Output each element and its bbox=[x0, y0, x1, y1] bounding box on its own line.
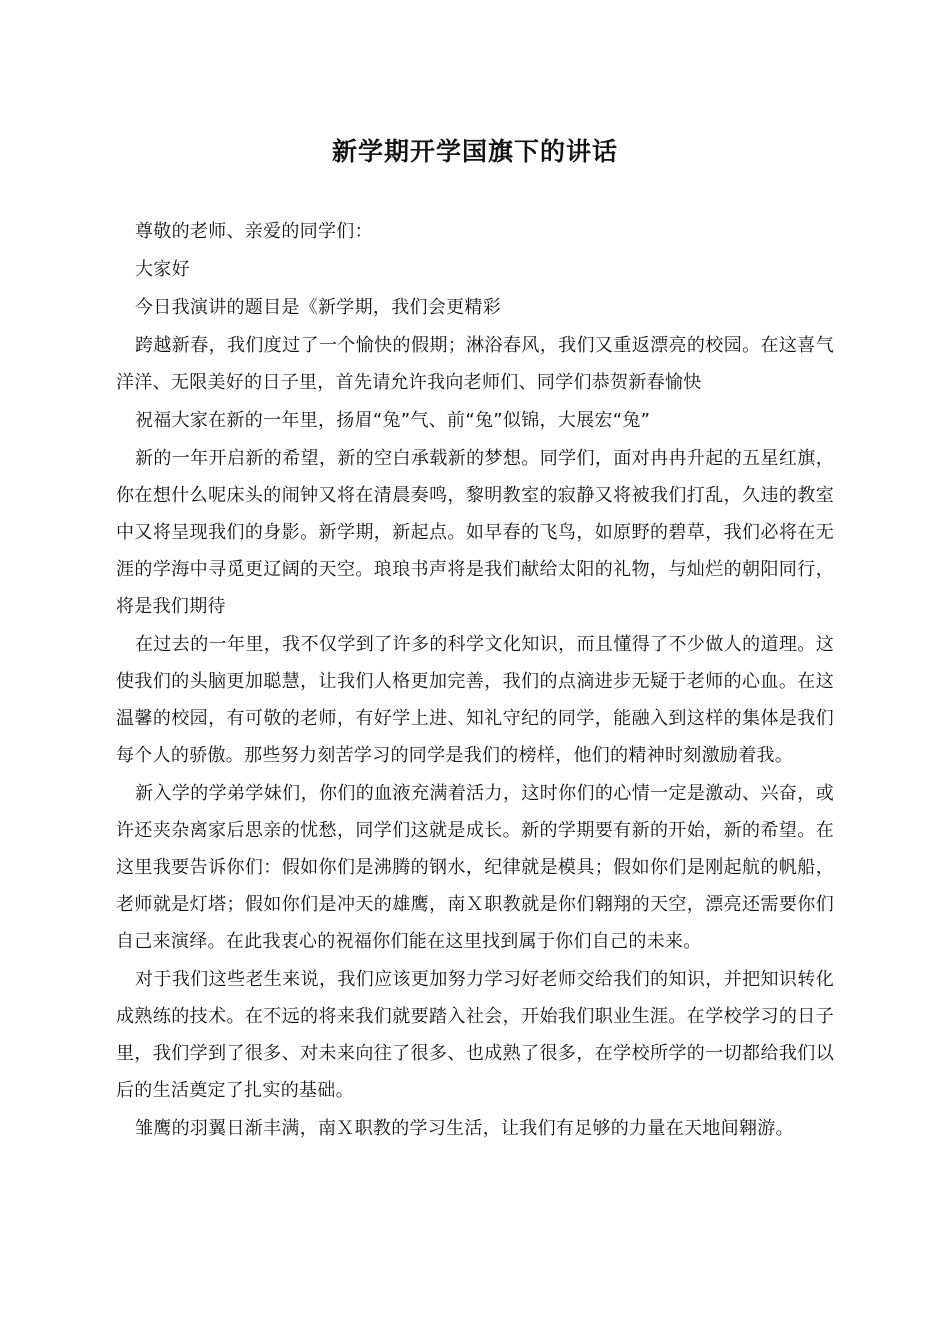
paragraph-new-spring: 跨越新春，我们度过了一个愉快的假期；淋浴春风，我们又重返漂亮的校园。在这喜气洋洋、无限美好的日子里，首先请允许我向老师们、同学们恭贺新春愉快 bbox=[116, 335, 834, 393]
paragraph-topic: 今日我演讲的题目是《新学期，我们会更精彩 bbox=[135, 297, 501, 318]
document-body bbox=[116, 213, 834, 1147]
paragraph-blessing: 祝福大家在新的一年里，扬眉“兔”气、前“兔”似锦，大展宏“兔” bbox=[135, 410, 651, 431]
paragraph-greeting: 大家好 bbox=[135, 259, 190, 280]
paragraph-eagle: 雏鹰的羽翼日渐丰满，南Ｘ职教的学习生活，让我们有足够的力量在天地间翱游。 bbox=[135, 1118, 794, 1139]
paragraph-new-students: 新入学的学弟学妹们，你们的血液充满着活力，这时你们的心情一定是激动、兴奋，或许还夹杂离家后思亲的忧愁，同学们这就是成长。新的学期要有新的开始，新的希望。在这里我要告诉你们：假如你们是沸腾的钢水，纪律就是模具；假如你们是刚起航的帆船，老师就是灯塔；假如你们是冲天的雄鹰，南Ｘ职教就是你们翱翔的天空，漂亮还需要你们自己来演绎。在此我衷心的祝福你们能在这里找到属于你们自己的未来。 bbox=[116, 783, 834, 952]
paragraph-new-hope: 新的一年开启新的希望，新的空白承载新的梦想。同学们，面对冉冉升起的五星红旗，你在想什么呢床头的闹钟又将在清晨奏鸣，黎明教室的寂静又将被我们打乱，久违的教室中又将呈现我们的身影。新学期，新起点。如早春的飞鸟，如原野的碧草，我们必将在无涯的学海中寻觅更辽阔的天空。琅琅书声将是我们献给太阳的礼物，与灿烂的朝阳同行，将是我们期待 bbox=[116, 448, 834, 617]
document-title: 新学期开学国旗下的讲话 bbox=[331, 137, 618, 166]
paragraph-senior-students: 对于我们这些老生来说，我们应该更加努力学习好老师交给我们的知识，并把知识转化成熟练的技术。在不远的将来我们就要踏入社会，开始我们职业生涯。在学校学习的日子里，我们学到了很多、对未来向往了很多、也成熟了很多，在学校所学的一切都给我们以后的生活奠定了扎实的基础。 bbox=[116, 969, 834, 1101]
paragraph-salutation: 尊敬的老师、亲爱的同学们： bbox=[135, 221, 373, 242]
paragraph-past-year: 在过去的一年里，我不仅学到了许多的科学文化知识，而且懂得了不少做人的道理。这使我们的头脑更加聪慧，让我们人格更加完善，我们的点滴进步无疑于老师的心血。在这温馨的校园，有可敬的老师，有好学上进、知礼守纪的同学，能融入到这样的集体是我们每个人的骄傲。那些努力刻苦学习的同学是我们的榜样，他们的精神时刻激励着我。 bbox=[116, 634, 834, 766]
